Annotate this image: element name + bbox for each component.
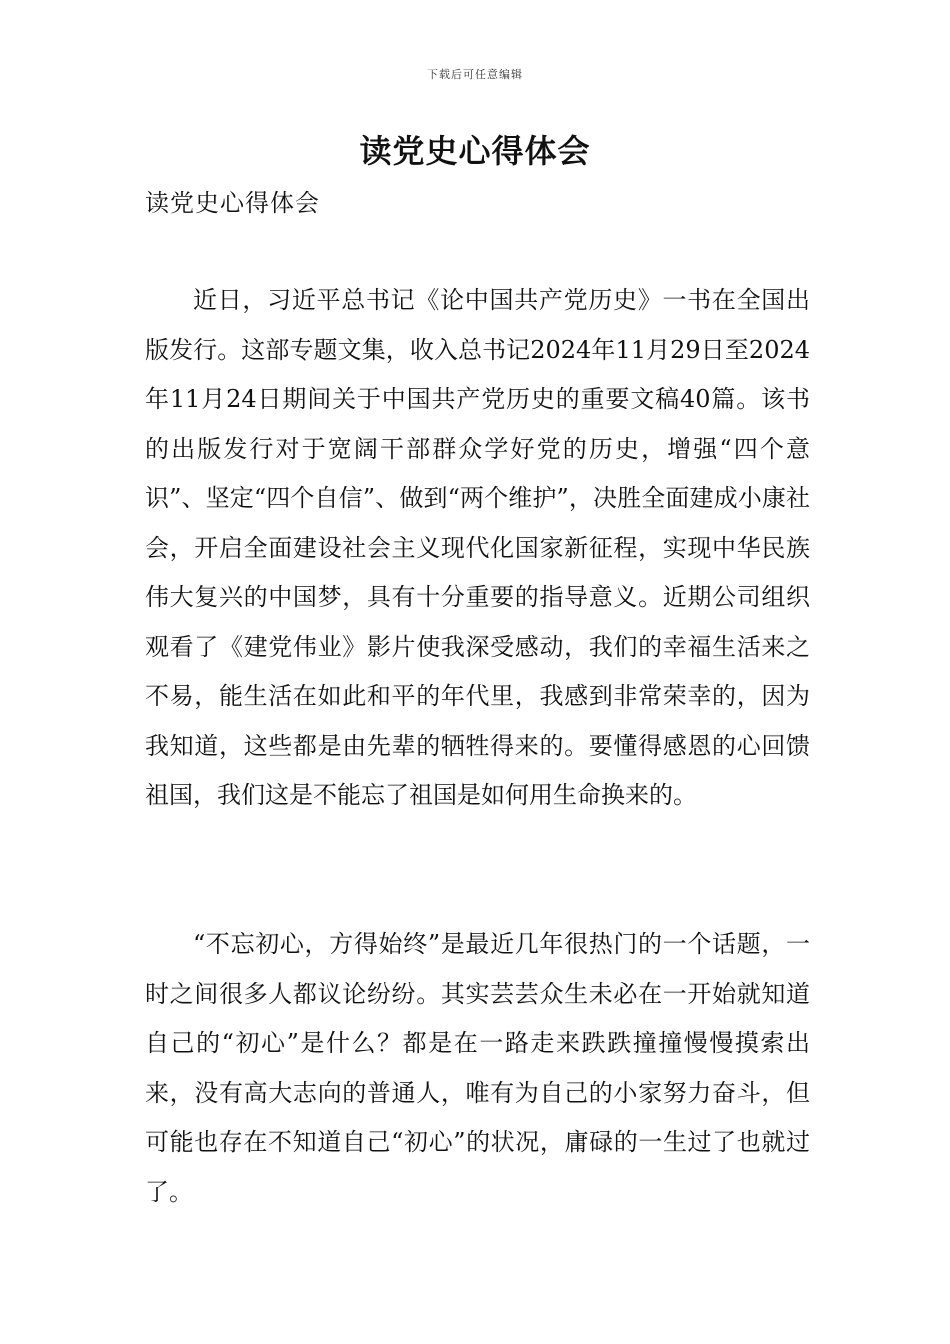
paragraph-1: 近日，习近平总书记《论中国共产党历史》一书在全国出版发行。这部专题文集，收入总书记2024年11月29日至2024年11月24日期间关于中国共产党历史的重要文稿40篇。该书的出版发行对于宽阔干部群众学好党的历史，增强“四个意识”、坚定“四个自信”、做到“两个维护”，决胜全面建成小康社会，开启全面建设社会主义现代化国家新征程，实现中华民族伟大复兴的中国梦，具有十分重要的指导意义。近期公司组织观看了《建党伟业》影片使我深受感动，我们的幸福生活来之不易，能生活在如此和平的年代里，我感到非常荣幸的，因为我知道，这些都是由先辈的牺牲得来的。要懂得感恩的心回馈祖国，我们这是不能忘了祖国是如何用生命换来的。 [145,286,810,809]
document-title: 读党史心得体会 [359,132,591,170]
paragraph-2: “不忘初心，方得始终”是最近几年很热门的一个话题，一时之间很多人都议论纷纷。其实芸芸众生未必在一开始就知道自己的“初心”是什么？都是在一路走来跌跌撞撞慢慢摸索出来，没有高大志向的普通人，唯有为自己的小家努力奋斗，但可能也存在不知道自己“初心”的状况，庸碌的一生过了也就过了。 [145,930,810,1206]
header-note: 下载后可任意编辑 [427,68,523,81]
document-subtitle: 读党史心得体会 [145,189,320,217]
